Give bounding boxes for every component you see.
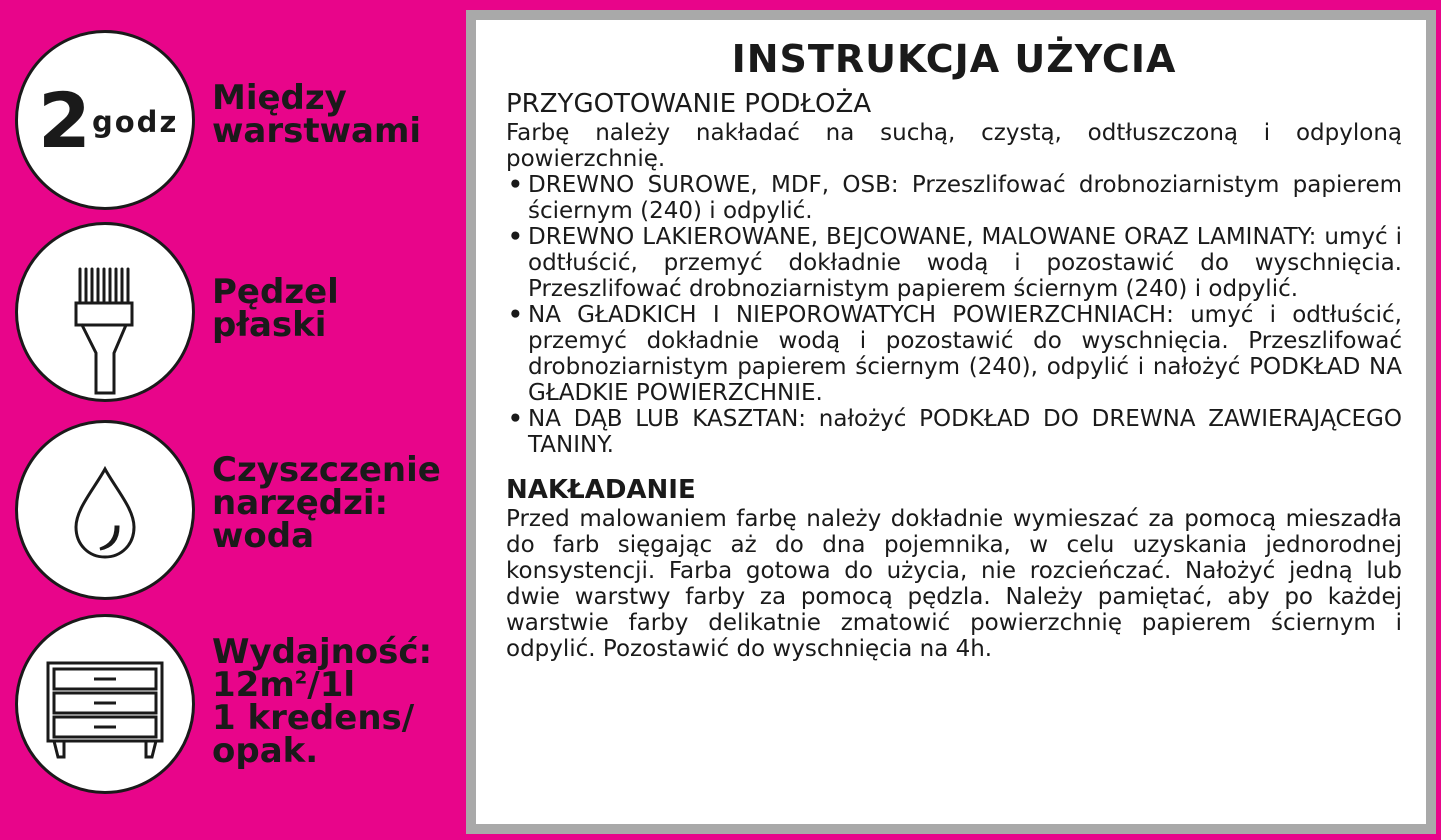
drying-time-label: Między warstwami: [212, 78, 422, 151]
feature-coverage: [0, 614, 470, 794]
instructions-panel: [466, 10, 1436, 834]
water-drop-icon: [15, 420, 195, 600]
prep-intro: Farbę należy nakładać na suchą, czystą, odtłuszczoną i odpyloną powierzchnię.: [506, 120, 1402, 172]
prep-item: • NA GŁADKICH I NIEPOROWATYCH POWIERZCHNIACH: umyć i odtłuścić, przemyć dokładnie wodą i pozostawić do wyschnięcia. Przeszlifować drobnoziarnistym papierem ściernym (240), odpylić i nałożyć PODKŁAD NA GŁADKIE POWIERZCHNIE.: [506, 302, 1402, 406]
flat-brush-icon: [15, 222, 195, 402]
prep-item: • DREWNO LAKIEROWANE, BEJCOWANE, MALOWANE ORAZ LAMINATY: umyć i odtłuścić, przemyć dokładnie wodą i pozostawić do wyschnięcia. Przeszlifować drobnoziarnistym papierem ściernym (240) i odpylić.: [506, 224, 1402, 302]
apply-heading: NAKŁADANIE: [506, 475, 696, 505]
prep-item: • DREWNO SUROWE, MDF, OSB: Przeszlifować drobnoziarnistym papierem ściernym (240) i odpylić.: [506, 172, 1402, 224]
coverage-label: Wydajność: $12m^2/1l$ 1 kredens/ opak.: [212, 632, 433, 771]
feature-column: [0, 0, 470, 840]
apply-text: Przed malowaniem farbę należy dokładnie wymieszać za pomocą mieszadła do farb sięgając aż do dna pojemnika, w celu uzyskania jednorodnej konsystencji. Farba gotowa do użycia, nie rozcieńczać. Nałożyć jedną lub dwie warstwy farby za pomocą pędzla. Należy pamiętać, aby po każdej warstwie farby delikatnie zmatowić powierzchnię papierem ściernym i odpylić. Pozostawić do wyschnięcia na 4h.: [506, 506, 1402, 662]
instructions-title: INSTRUKCJA UŻYCIA: [731, 37, 1177, 81]
instructions-content: [476, 20, 1426, 824]
drying-time-unit: godz: [92, 105, 179, 139]
cleaning-label: Czyszczenie narzędzi: woda: [212, 450, 441, 556]
prep-list: [506, 172, 1402, 458]
dresser-icon: [15, 614, 195, 794]
drying-time-number: 2: [38, 76, 91, 165]
feature-brush: [0, 222, 470, 402]
feature-cleaning: [0, 420, 470, 600]
brush-label: Pędzel płaski: [212, 272, 339, 345]
drying-time-badge: [15, 30, 195, 210]
prep-item: • NA DĄB LUB KASZTAN: nałożyć PODKŁAD DO DREWNA ZAWIERAJĄCEGO TANINY.: [506, 406, 1402, 458]
prep-heading: PRZYGOTOWANIE PODŁOŻA: [506, 89, 872, 119]
feature-drying-time: [0, 30, 470, 210]
